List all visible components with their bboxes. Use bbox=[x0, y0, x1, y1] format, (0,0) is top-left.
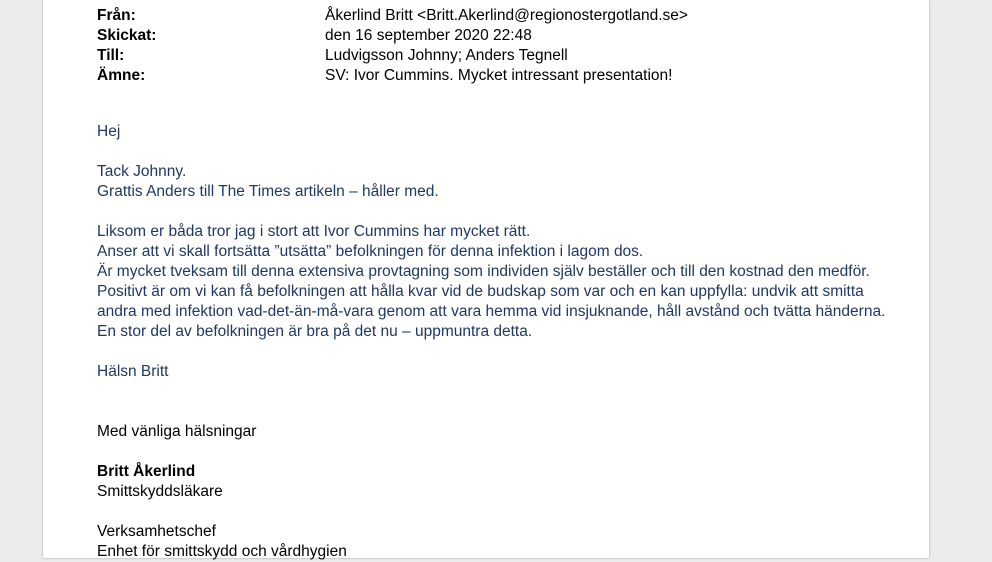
paragraph2-line: Positivt är om vi kan få befolkningen att hålla kvar vid de budskap som var och en kan uppfylla: undvik att smitta bbox=[97, 283, 864, 300]
subject-label: Ämne: bbox=[97, 67, 146, 84]
paragraph2-line: Är mycket tveksam till denna extensiva provtagning som individen själv beställer och till den kostnad den medför. bbox=[97, 263, 870, 280]
paragraph2-line: andra med infektion vad-det-än-må-vara genom att vara hemma vid insjuknande, håll avstånd och tvätta händerna. bbox=[97, 303, 886, 320]
sent-value: den 16 september 2020 22:48 bbox=[325, 27, 532, 44]
closing: Hälsn Britt bbox=[97, 363, 169, 380]
paragraph1-line: Grattis Anders till The Times artikeln – håller med. bbox=[97, 183, 439, 200]
signature-name: Britt Åkerlind bbox=[97, 463, 196, 480]
email-document bbox=[43, 0, 929, 558]
sent-label: Skickat: bbox=[97, 27, 157, 44]
signature-regards: Med vänliga hälsningar bbox=[97, 423, 257, 440]
subject-value: SV: Ivor Cummins. Mycket intressant presentation! bbox=[325, 67, 673, 84]
paragraph2-line: Anser att vi skall fortsätta ”utsätta” befolkningen för denna infektion i lagom dos. bbox=[97, 243, 644, 260]
to-value: Ludvigsson Johnny; Anders Tegnell bbox=[325, 47, 568, 64]
signature-title: Smittskyddsläkare bbox=[97, 483, 223, 500]
from-value: Åkerlind Britt <Britt.Akerlind@regionostergotland.se> bbox=[325, 7, 688, 24]
paragraph2-line: En stor del av befolkningen är bra på det nu – uppmuntra detta. bbox=[97, 323, 533, 340]
paragraph2-line: Liksom er båda tror jag i stort att Ivor Cummins har mycket rätt. bbox=[97, 223, 531, 240]
from-label: Från: bbox=[97, 7, 136, 24]
greeting: Hej bbox=[97, 123, 121, 140]
signature-role: Verksamhetschef bbox=[97, 523, 216, 540]
paragraph1-line: Tack Johnny. bbox=[97, 163, 187, 180]
signature-unit: Enhet för smittskydd och vårdhygien bbox=[97, 543, 347, 560]
to-label: Till: bbox=[97, 47, 125, 64]
email-body bbox=[97, 122, 897, 562]
